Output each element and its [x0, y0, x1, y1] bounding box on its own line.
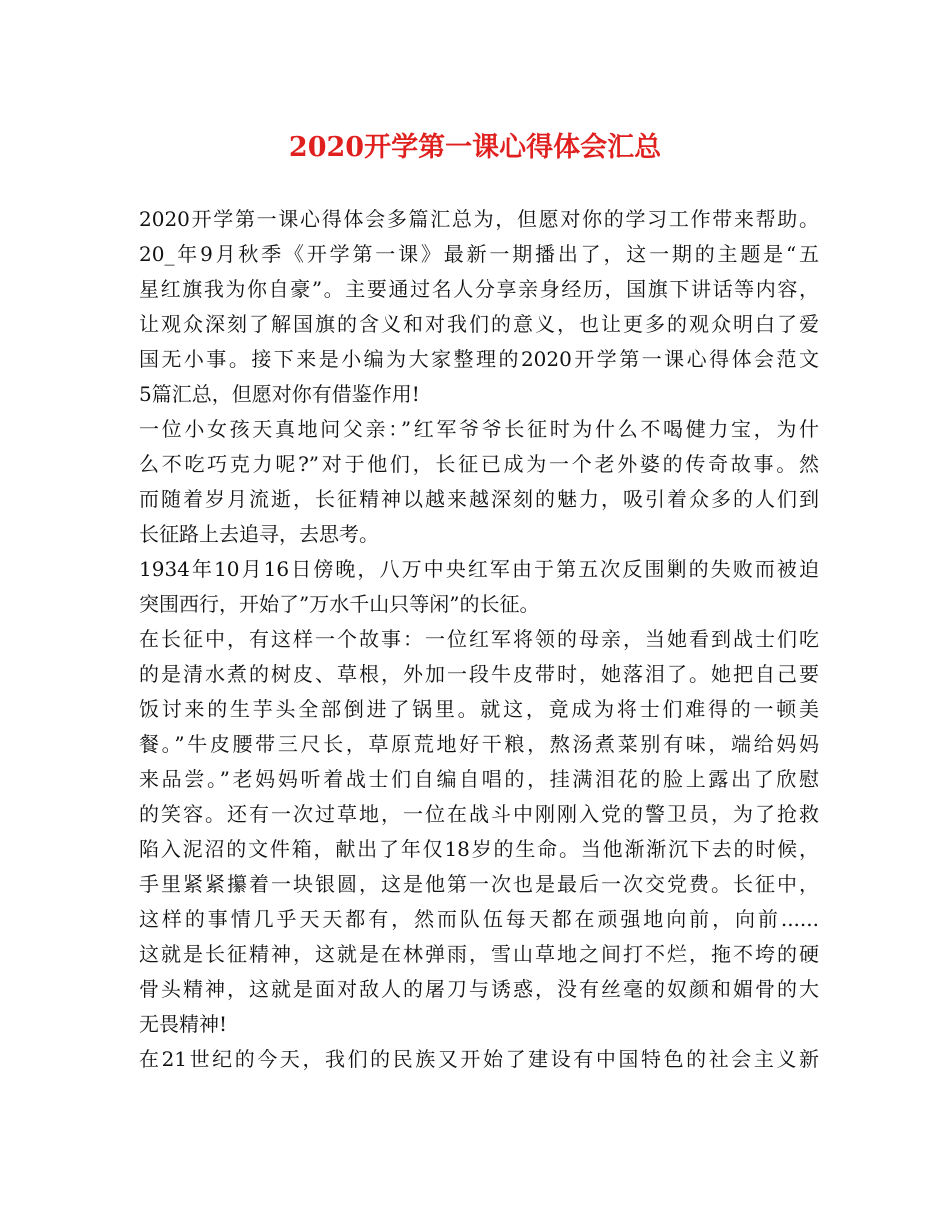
body-line: 1934年10月16日傍晚，八万中央红军由于第五次反围剿的失败而被迫 [139, 557, 819, 581]
body-line: 在21世纪的今天，我们的民族又开始了建设有中国特色的社会主义新 [139, 1047, 819, 1071]
body-line: 长征路上去追寻，去思考。 [139, 522, 379, 546]
body-line: 餐。”牛皮腰带三尺长，草原荒地好干粮，熬汤煮菜别有味，端给妈妈 [139, 732, 819, 756]
body-line: 么不吃巧克力呢?”对于他们，长征已成为一个老外婆的传奇故事。然 [139, 452, 819, 476]
body-line: 骨头精神，这就是面对敌人的屠刀与诱惑，没有丝毫的奴颜和媚骨的大 [139, 977, 819, 1001]
body-line: 这就是长征精神，这就是在林弹雨，雪山草地之间打不烂，拖不垮的硬 [139, 942, 819, 966]
document-body [139, 202, 819, 1077]
body-line: 一位小女孩天真地问父亲：”红军爷爷长征时为什么不喝健力宝，为什 [139, 417, 819, 441]
body-line: 突围西行，开始了”万水千山只等闲”的长征。 [139, 592, 540, 616]
body-line: 无畏精神! [139, 1012, 228, 1036]
body-line: 饭讨来的生芋头全部倒进了锅里。就这，竟成为将士们难得的一顿美 [139, 697, 819, 721]
body-line: 国无小事。接下来是小编为大家整理的2020开学第一课心得体会范文 [139, 347, 819, 371]
body-line: 来品尝。”老妈妈听着战士们自编自唱的，挂满泪花的脸上露出了欣慰 [139, 767, 819, 791]
body-line: 这样的事情几乎天天都有，然而队伍每天都在顽强地向前，向前...... [139, 907, 819, 931]
body-line: 20_年9月秋季《开学第一课》最新一期播出了，这一期的主题是“五 [139, 242, 819, 266]
document-title: 2020开学第一课心得体会汇总 [288, 132, 662, 163]
body-line: 的是清水煮的树皮、草根，外加一段牛皮带时，她落泪了。她把自己要 [139, 662, 819, 686]
body-line: 陷入泥沼的文件箱，献出了年仅18岁的生命。当他渐渐沉下去的时候， [139, 837, 819, 861]
body-line: 在长征中，有这样一个故事：一位红军将领的母亲，当她看到战士们吃 [139, 627, 819, 651]
body-line: 而随着岁月流逝，长征精神以越来越深刻的魅力，吸引着众多的人们到 [139, 487, 819, 511]
body-line: 5篇汇总，但愿对你有借鉴作用! [139, 382, 420, 406]
body-line: 星红旗我为你自豪”。主要通过名人分享亲身经历，国旗下讲话等内容， [139, 277, 819, 301]
body-line: 的笑容。还有一次过草地，一位在战斗中刚刚入党的警卫员，为了抢救 [139, 802, 819, 826]
body-line: 手里紧紧攥着一块银圆，这是他第一次也是最后一次交党费。长征中， [139, 872, 819, 896]
body-line: 2020开学第一课心得体会多篇汇总为，但愿对你的学习工作带来帮助。 [139, 207, 819, 231]
body-line: 让观众深刻了解国旗的含义和对我们的意义，也让更多的观众明白了爱 [139, 312, 819, 336]
